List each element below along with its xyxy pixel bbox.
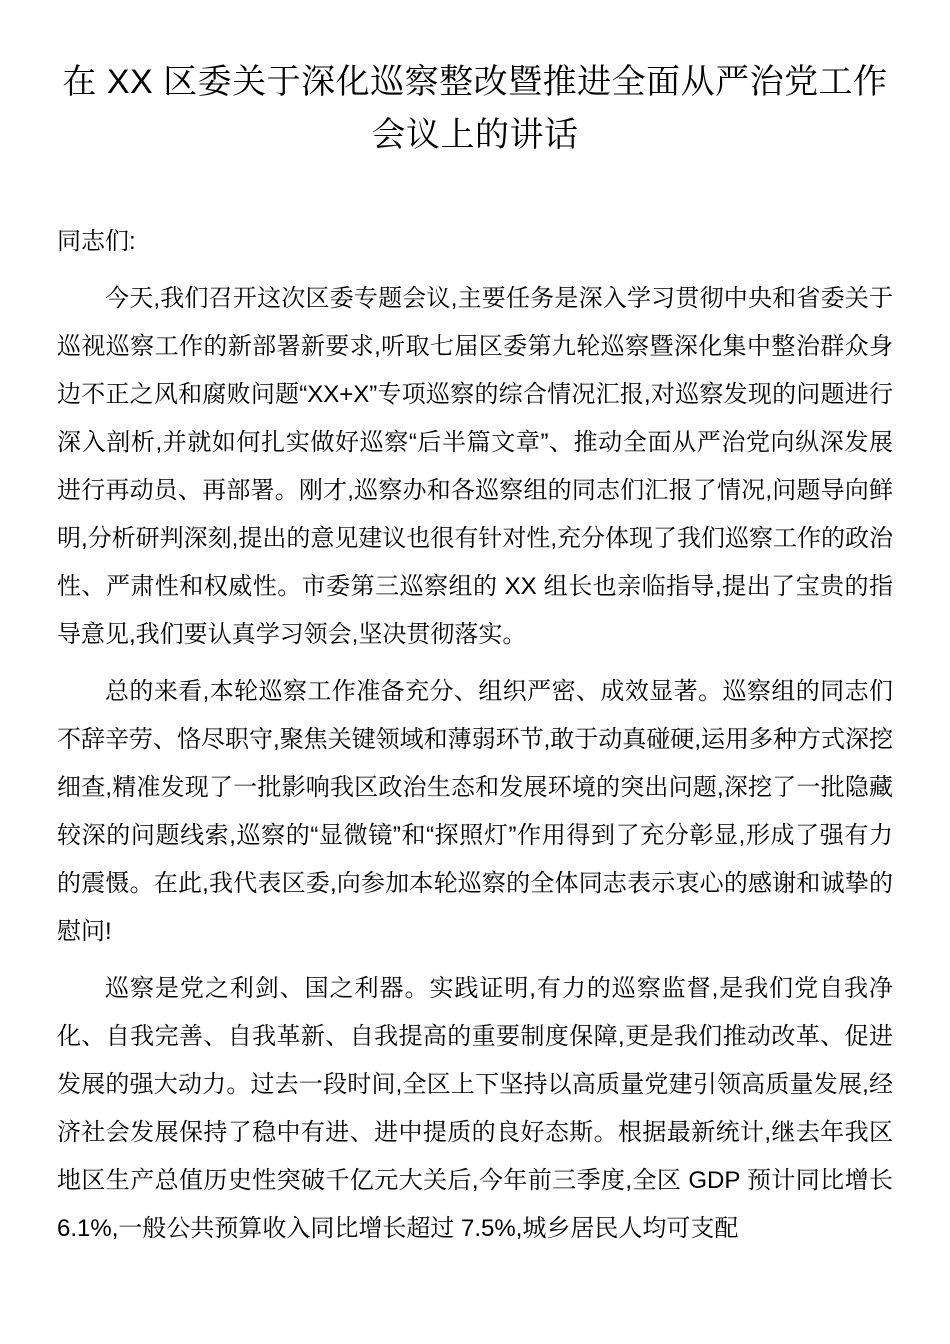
salutation: 同志们: xyxy=(57,228,136,255)
paragraph-1: 今天,我们召开这次区委专题会议,主要任务是深入学习贯彻中央和省委关于巡视巡察工作的新部署新要求,听取七届区委第九轮巡察暨深化集中整治群众身边不正之风和腐败问题“XX+X”专项巡察的综合情况汇报,对巡察发现的问题进行深入剖析,并就如何扎实做好巡察“后半篇文章”、推动全面从严治党向纵深发展进行再动员、再部署。刚才,巡察办和各巡察组的同志们汇报了情况,问题导向鲜明,分析研判深刻,提出的意见建议也很有针对性,充分体现了我们巡察工作的政治性、严肃性和权威性。市委第三巡察组的 XX 组长也亲临指导,提出了宝贵的指导意见,我们要认真学习领会,坚决贯彻落实。 xyxy=(57,285,894,648)
paragraph-2: 总的来看,本轮巡察工作准备充分、组织严密、成效显著。巡察组的同志们不辞辛劳、恪尽职守,聚焦关键领域和薄弱环节,敢于动真碰硬,运用多种方式深挖细查,精准发现了一批影响我区政治生态和发展环境的突出问题,深挖了一批隐藏较深的问题线索,巡察的“显微镜”和“探照灯”作用得到了充分彰显,形成了强有力的震慑。在此,我代表区委,向参加本轮巡察的全体同志表示衷心的感谢和诚挚的慰问! xyxy=(57,678,894,945)
paragraph-3: 巡察是党之利剑、国之利器。实践证明,有力的巡察监督,是我们党自我净化、自我完善、自我革新、自我提高的重要制度保障,更是我们推动改革、促进发展的强大动力。过去一段时间,全区上下坚持以高质量党建引领高质量发展,经济社会发展保持了稳中有进、进中提质的良好态斯。根据最新统计,继去年我区地区生产总值历史性突破千亿元大关后,今年前三季度,全区 GDP 预计同比增长 6.1%,一般公共预算收入同比增长超过 7.5%,城乡居民人均可支配 xyxy=(57,975,893,1242)
document-title: 在 XX 区委关于深化巡察整改暨推进全面从严治党工作会议上的讲话 xyxy=(62,63,888,154)
